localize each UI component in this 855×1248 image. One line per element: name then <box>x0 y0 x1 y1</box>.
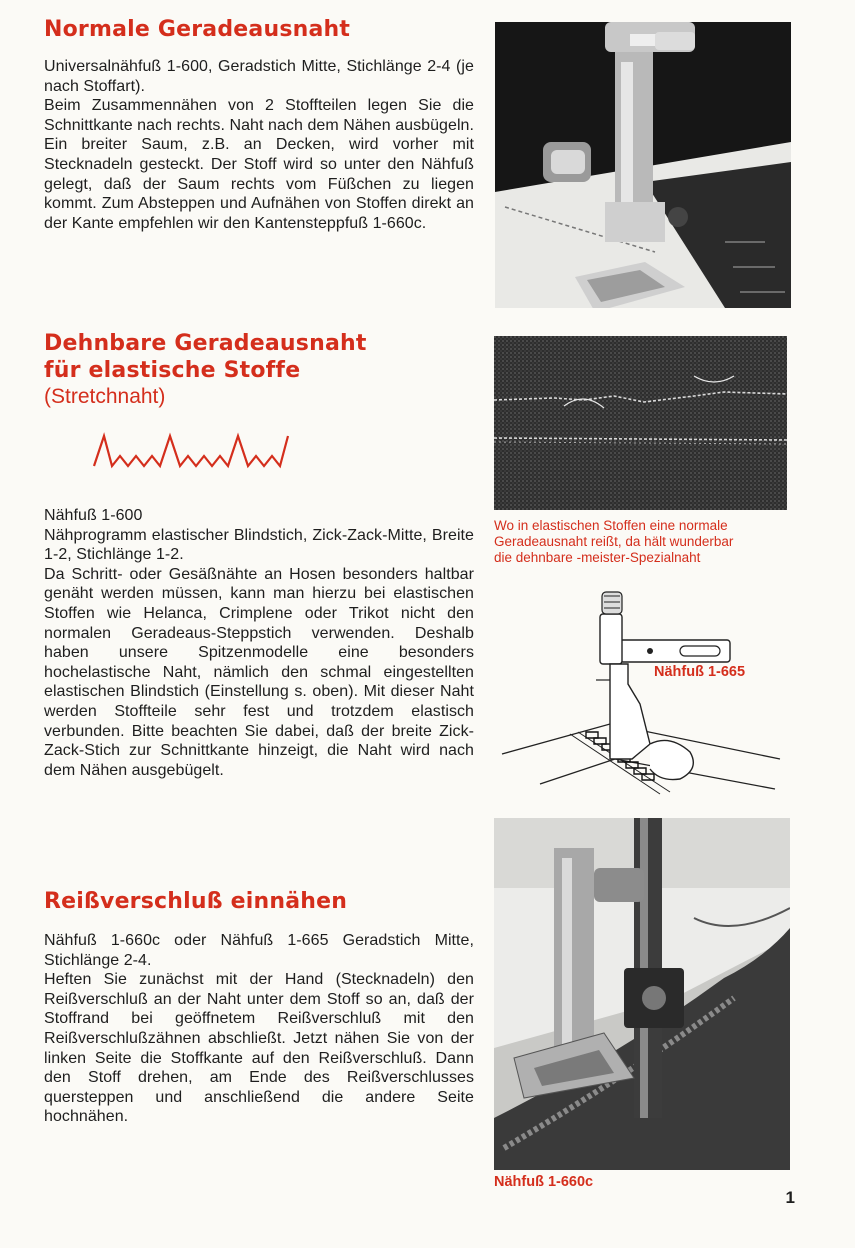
stretch-seam-instructions: Da Schritt- oder Gesäßnähte an Hosen besonders haltbar genäht werden müssen, kann man hierzu bei elastischen Stoffen wie Helanca, Crimplene oder Trikot nicht den normalen Geradeaus-Steppstich verwenden. Deshalb haben unsere Spitzenmodelle eine besonders hochelastische Naht, nämlich den schmal eingestellten elastischen Blindstich (Einstellung s. oben). Mit dieser Naht werden Stoffteile sehr fest und trotzdem elastisch verbunden. Bitte beachten Sie dabei, daß der breite Zick-Zack-Stich zur Schnittkante hinzeigt, die Naht wird nach dem Nähen ausgebügelt. <box>44 565 474 779</box>
caption-line-2: Geradeausnaht reißt, da hält wunderbar <box>494 534 734 549</box>
stretch-seam-foot: Nähfuß 1-600 <box>44 507 143 524</box>
heading-stretch-seam-line1: Dehnbare Geradeausnaht <box>44 331 367 356</box>
straight-seam-settings: Universalnähfuß 1-600, Geradstich Mitte, Stichlänge 2-4 (je nach Stoffart). <box>44 58 474 95</box>
zipper-instructions: Heften Sie zunächst mit der Hand (Stecknadeln) den Reißverschluß an der Naht unter dem Stoff so an, daß der Stoffrand bei geöffnetem Reißverschluß mit den Reißverschlußzähnen abschließt. Jetzt nähen Sie von der linken Seite die Stoffkante auf den Reißverschluß. Dann den Stoff drehen, am Ende des Reißverschlusses quersteppen und anschließend die andere Seite hochnähen. <box>44 971 474 1126</box>
sewing-foot-photo-illustration <box>495 22 791 308</box>
stretch-seam-settings: Nähprogramm elastischer Blindstich, Zick-Zack-Mitte, Breite 1-2, Stichlänge 1-2. <box>44 526 474 564</box>
section-straight-seam <box>44 16 474 233</box>
caption-line-3: die dehnbare -meister-Spezialnaht <box>494 550 701 565</box>
zipper-settings: Nähfuß 1-660c oder Nähfuß 1-665 Geradstich Mitte, Stichlänge 2-4. <box>44 932 474 969</box>
caption-line-1: Wo in elastischen Stoffen eine normale <box>494 518 728 533</box>
zipper-sewing-photo-illustration <box>494 818 790 1170</box>
straight-seam-instructions: Beim Zusammennähen von 2 Stoffteilen legen Sie die Schnittkante nach rechts. Naht nach dem Nähen ausbügeln. Ein breiter Saum, z.B. an Decken, wird vorher mit Stecknadeln gesteckt. Der Stoff wird so unter den Nähfuß gelegt, daß der Saum rechts vom Füßchen zu liegen kommt. Zum Absteppen und Aufnähen von Stoffen direkt an der Kante empfehlen wir den Kantensteppfuß 1-660c. <box>44 97 474 232</box>
page-number: 1 <box>785 1188 795 1207</box>
subtitle-stretchnaht: (Stretchnaht) <box>44 385 166 408</box>
label-foot-665: Nähfuß 1-665 <box>654 664 746 680</box>
label-foot-660c: Nähfuß 1-660c <box>494 1174 594 1190</box>
blind-stitch-symbol <box>92 430 292 474</box>
photo-zipper-foot-660c <box>494 818 790 1170</box>
heading-straight-seam: Normale Geradeausnaht <box>44 17 351 42</box>
photo-straight-stitch-foot <box>495 22 791 308</box>
section-zipper <box>44 888 474 1127</box>
section-stretch-seam <box>44 330 474 780</box>
stretch-photo-caption <box>494 518 733 566</box>
fabric-texture-illustration <box>494 336 787 510</box>
drawing-zipper-foot-665 <box>500 584 790 806</box>
heading-stretch-seam-line2: für elastische Stoffe <box>44 358 301 383</box>
heading-zipper: Reißverschluß einnähen <box>44 889 348 914</box>
photo-stretch-fabric-seam <box>494 336 787 510</box>
